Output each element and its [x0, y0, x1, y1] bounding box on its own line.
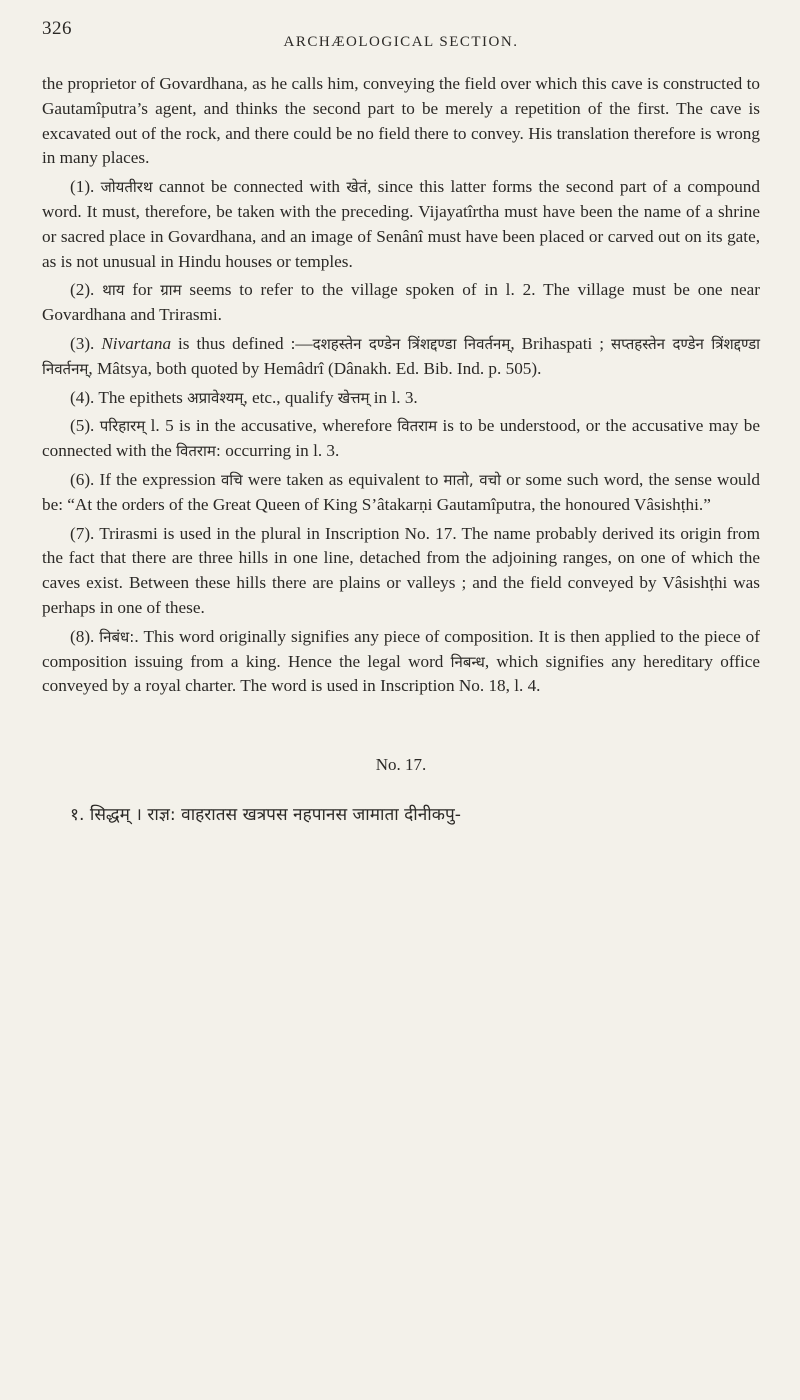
devanagari-term: निबन्ध	[450, 652, 485, 671]
note-4: (4). The epithets अप्रावेश्यम्, etc., qualify खेत्तम् in l. 3.	[70, 387, 418, 407]
devanagari-term: सप्तहस्तेन दण्डेन त्रिंशद्दण्डा निवर्तनम्	[42, 334, 760, 378]
section-heading: No. 17.	[375, 755, 427, 775]
note-7: (7). Trirasmi is used in the plural in Inscription No. 17. The name probably derived its origin from the fact that there are three hills in one line, detached from the adjoining ranges, on one of which the caves exist. Between these hills there are plains or valleys ; and the field conveyed by Vâsishṭhi was perhaps in one of these.	[42, 523, 760, 617]
devanagari-term: दशहस्तेन दण्डेन त्रिंशद्दण्डा निवर्तनम्	[312, 334, 511, 353]
devanagari-term: जोयतीरथ	[100, 178, 153, 197]
note-6: (6). If the expression वचि were taken as equivalent to मातो, वचो or some such word, the sense would be: “At the orders of the Great Queen of King S’âtakarṇi Gautamîputra, the honoured Vâsishṭhi.”	[42, 469, 761, 514]
inscription-line-1: १. सिद्धम् । राज्ञ: वाहरातस खत्रपस नहपानस जामाता दीनीकपु-	[70, 805, 461, 826]
note-3: (3). Nivartana is thus defined :—दशहस्तेन दण्डेन त्रिंशद्दण्डा निवर्तनम्, Brihaspati ; सप्तहस्तेन दण्डेन त्रिंशद्दण्डा निवर्तनम्, Mâtsya, both quoted by Hemâdrî (Dânakh. Ed. Bib. Ind. p. 505).	[42, 333, 760, 378]
devanagari-term: थाय	[102, 281, 125, 300]
devanagari-term: वचि	[220, 470, 243, 489]
devanagari-term: मातो, वचो	[443, 470, 501, 489]
running-title: ARCHÆOLOGICAL SECTION.	[283, 34, 519, 50]
page-number: 326	[42, 18, 72, 39]
intro-paragraph: the proprietor of Govardhana, as he calls him, conveying the field over which this cave is constructed to Gautamîputra’s agent, and thinks the second part to be merely a repetition of the first. The cave is excavated out of the rock, and there could be no field there to convey. His translation therefore is wrong in many places.	[42, 74, 760, 168]
devanagari-term: ग्राम	[160, 281, 182, 300]
devanagari-term: खेतं	[346, 178, 368, 197]
devanagari-term: वितराम:	[176, 442, 221, 461]
devanagari-term: खेत्तम्	[337, 388, 370, 407]
devanagari-term: अप्रावेश्यम्	[187, 388, 244, 407]
devanagari-term: वितराम	[397, 417, 438, 436]
devanagari-term: निबंध:	[99, 627, 135, 646]
note-5: (5). परिहारम् l. 5 is in the accusative, wherefore वितराम is to be understood, or the accusative may be connected with the वितराम: occurring in l. 3.	[42, 416, 760, 461]
note-8: (8). निबंध:. This word originally signifies any piece of composition. It is then applied to the piece of composition issuing from a king. Hence the legal word निबन्ध, which signifies any hereditary office conveyed by a royal charter. The word is used in Inscription No. 18, l. 4.	[42, 626, 761, 696]
devanagari-term: परिहारम्	[99, 417, 146, 436]
note-1: (1). जोयतीरथ cannot be connected with खेतं, since this latter forms the second part of a compound word. It must, therefore, be taken with the preceding. Vijayatîrtha must have been the name of a shrine or sacred place in Govardhana, and an image of Senânî must have been placed or carved out on its gate, as is not unusual in Hindu houses or temples.	[42, 177, 760, 271]
note-2: (2). थाय for ग्राम seems to refer to the village spoken of in l. 2. The village must be one near Govardhana and Trirasmi.	[42, 280, 761, 325]
page-header	[42, 18, 760, 62]
